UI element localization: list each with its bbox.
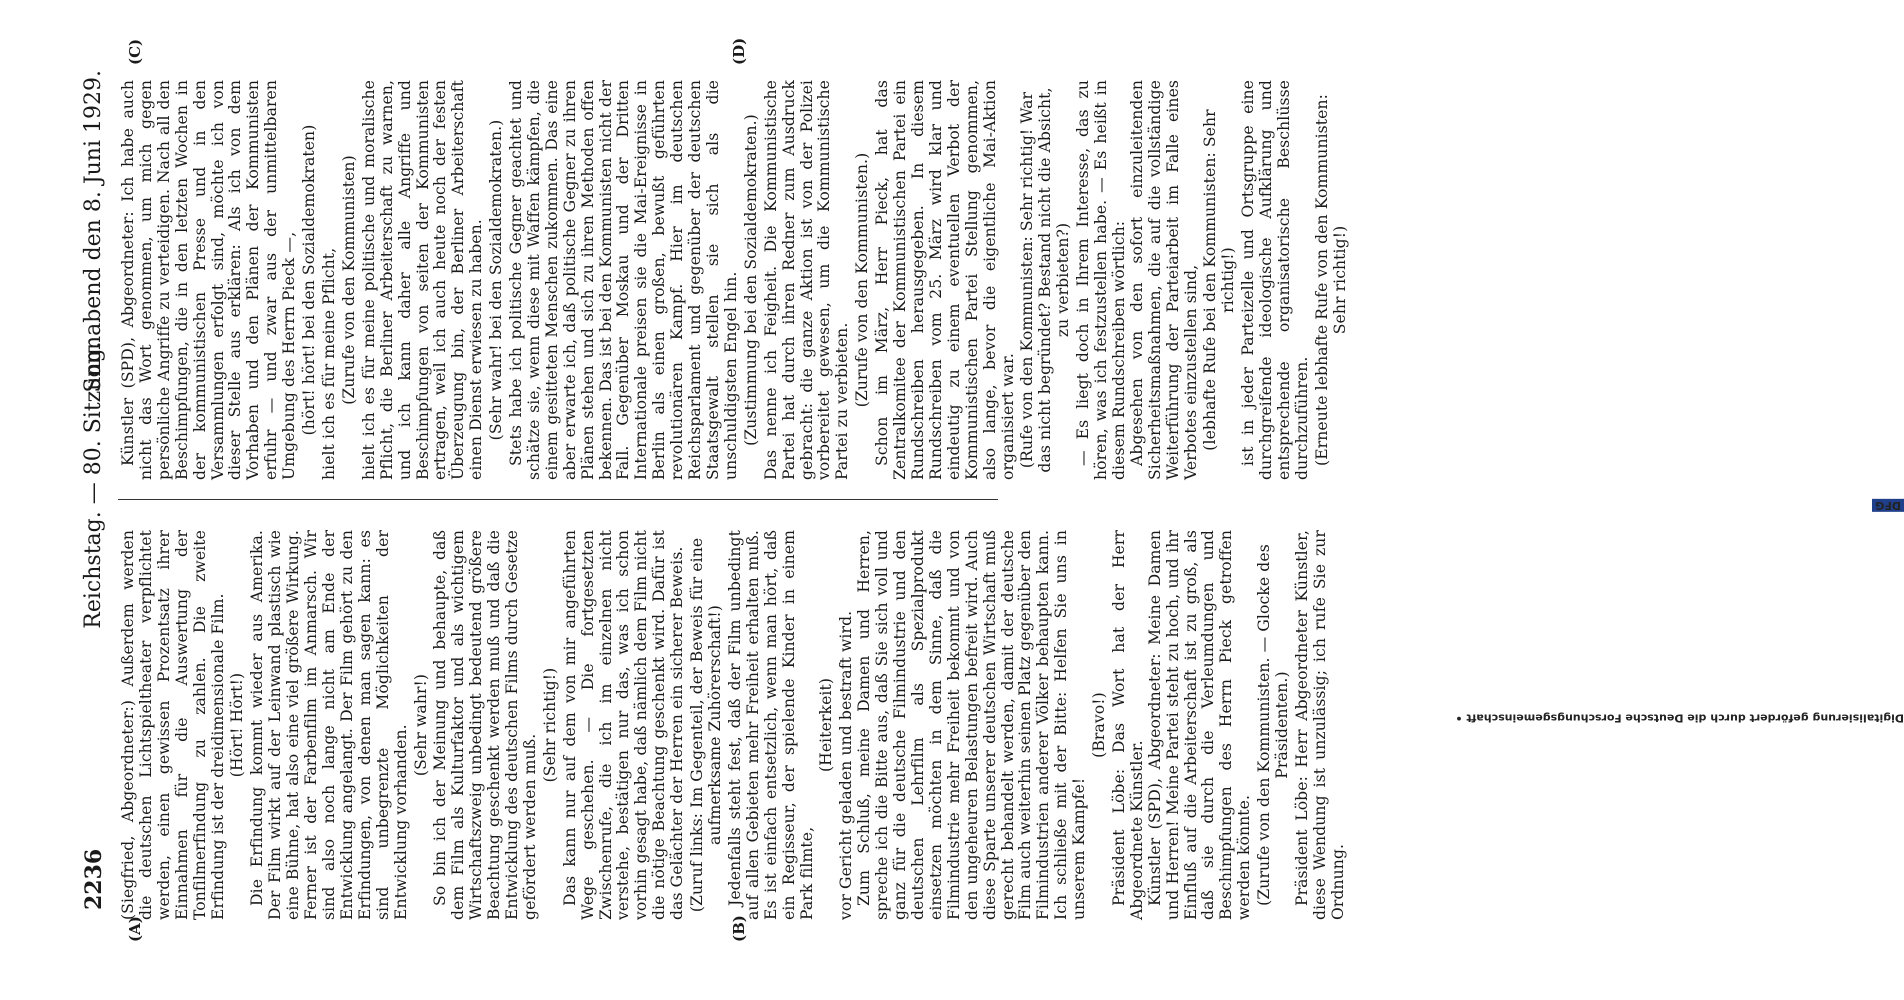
left-column — [120, 530, 1348, 920]
paragraph: Das nenne ich Feigheit. Die Kommunistische Partei hat durch ihren Redner zum Ausdruck gebracht: die ganze Aktion ist von der Polizei vorbereitet gewesen, um die Kommunistische Partei zu verbieten. — [761, 80, 852, 480]
margin-marker-b: (B) — [730, 915, 748, 942]
margin-marker-d: (D) — [730, 37, 748, 65]
paragraph: Abgesehen von den sofort einzuleitenden Sicherheitsmaßnahmen, die auf die vollständige Weiterführung der Parteiarbeit im Falle eines Verbotes einzustellen sind, — [1127, 80, 1200, 480]
paragraph: hielt ich es für meine Pflicht, — [319, 247, 338, 480]
interjection: (Sehr wahr! bei den Sozialdemokraten.) — [487, 119, 506, 441]
interjection: (Sehr wahr!) — [411, 673, 430, 777]
interjection: (Erneute lebhafte Rufe von den Kommunisten: Sehr richtig!) — [1312, 94, 1349, 466]
paragraph: Stets habe ich politische Gegner geachtet und schätze sie, wenn diese mit Waffen kämpfen, die einem gesitteten Menschen zukommen. Das eine aber erwarte ich, daß politische Gegner zu ihren Plänen stehen und sich zu ihren Methoden offen bekennen. Das ist bei den Kommunisten nicht der Fall. Gegenüber Moskau und der Dritten Internationale preisen sie die Mai-Ereignisse in Berlin als einen großen, bewußt geführten revolutionären Kampf. Hier im deutschen Reichsparlament und gegenüber der deutschen Staatsgewalt stellen sie sich als die unschuldigsten Engel hin. — [507, 80, 740, 480]
interjection: (Rufe von den Kommunisten: Sehr richtig! War das nicht begründet? Bestand nicht die Absicht, zu verbieten?) — [1018, 87, 1073, 473]
paragraph: — Es liegt doch in Ihrem Interesse, das zu hören, was ich festzustellen habe. — Es heißt in diesem Rundschreiben wörtlich: — [1074, 80, 1128, 480]
digitization-note — [1404, 0, 1904, 1000]
paragraph: hielt ich es für meine politische und moralische Pflicht, die Berliner Arbeiterschaft zu warnen, und ich kann daher alle Angriffe und Beschimpfungen von seiten der Kommunisten ertragen, weil ich auch heute noch der festen Überzeugung bin, der Berliner Arbeiterschaft einen Dienst erwiesen zu haben. — [359, 80, 486, 480]
paragraph: Künstler (SPD), Abgeordneter: Ich habe auch nicht das Wort genommen, um mich gegen persönliche Angriffe zu verteidigen. Nach all den Beschimpfungen, die in den letzten Wochen in der kommunistischen Presse und in den Versammlungen erfolgt sind, möchte ich von dieser Stelle aus erklären: Als ich von dem Vorhaben und den Plänen der Kommunisten erfuhr — und zwar aus der unmittelbaren Umgebung des Herrn Pieck —, — [119, 80, 299, 480]
interjection: (Bravo!) — [1090, 692, 1109, 758]
interjection: (hört! hört! bei den Sozialdemokraten) — [300, 124, 319, 436]
paragraph: Zum Schluß, meine Damen und Herren, spreche ich die Bitte aus, daß Sie sich voll und ganz für die deutsche Filmindustrie und den deutschen Lehrfilm als Spezialprodukt einsetzen möchten in dem Sinne, daß die Filmindustrie mehr Freiheit bekommt und von den ungeheuren Belastungen befreit wird. Auch diese Sparte unserer deutschen Wirtschaft muß gerecht behandelt werden, damit der deutsche Film auch weiterhin seinen Platz gegenüber den Filmindustrien anderer Völker behaupten kann. Ich schließe mit der Bitte: Helfen Sie uns in unserem Kampfe! — [855, 530, 1089, 920]
paragraph: Jedenfalls steht fest, daß der Film unbedingt auf allen Gebieten mehr Freiheit erhalten muß. Es ist einfach entsetzlich, wenn man hört, daß ein Regisseur, der spielende Kinder in einem Park filmte, — [725, 530, 816, 920]
paragraph: (Siegfried, Abgeordneter:) Außerdem werden die deutschen Lichtspieltheater verpflichtet werden, einen gewissen Prozentsatz ihrer Einnahmen für die Auswertung der Tonfilmerfindung zu zahlen. Die zweite Erfindung ist der dreidimensionale Film. — [119, 530, 227, 920]
column-divider — [118, 499, 998, 500]
page-number: 2236 — [81, 848, 107, 910]
paragraph: Künstler (SPD), Abgeordneter: Meine Damen und Herren! Meine Partei steht zu hoch, und ihr Einfluß auf die Arbeiterschaft ist zu groß, als daß sie durch die Verleumdungen und Beschimpfungen des Herrn Pieck getroffen werden könnte. — [1145, 530, 1254, 920]
interjection: (Zurufe von den Kommunisten.) — [853, 152, 872, 408]
margin-marker-c: (C) — [126, 38, 144, 65]
margin-marker-a: (A) — [126, 916, 144, 942]
interjection: (Zuruf links: Im Gegenteil, der Beweis für eine aufmerksame Zuhörerschaft!) — [688, 537, 724, 913]
paragraph: vor Gericht geladen und bestraft wird. — [837, 610, 856, 920]
session-date: Sonnabend den 8. Juni 1929. — [81, 70, 106, 393]
interjection: (Heiterkeit) — [817, 677, 836, 773]
interjection: (Zustimmung bei den Sozialdemokraten.) — [741, 114, 760, 446]
paragraph: ist in jeder Parteizelle und Ortsgruppe eine durchgreifende ideologische Aufklärung und entsprechende organisatorische Beschlüsse durchzuführen. — [1239, 80, 1311, 480]
right-column — [120, 80, 1352, 480]
paragraph: Das kann nur auf dem von mir angeführten Wege geschehen. — Die fortgesetzten Zwischenrufe, die ich im einzelnen nicht verstehe, bestätigen nur das, was ich schon vorhin gesagt habe, daß nämlich dem Film nicht die nötige Beachtung geschenkt wird. Dafür ist das Gelächter der Herren ein sicherer Beweis. — [560, 530, 687, 920]
interjection: (Hört! Hört!) — [228, 672, 247, 778]
interjection: (Zurufe von den Kommunisten) — [339, 155, 358, 405]
interjection: (lebhafte Rufe bei den Kommunisten: Sehr richtig!) — [1201, 109, 1238, 451]
paragraph: Schon im März, Herr Pieck, hat das Zentralkomitee der Kommunistischen Partei ein Rundschreiben herausgegeben. In diesem Rundschreiben vom 25. März wird klar und eindeutig zu einem eventuellen Verbot der Kommunistischen Partei Stellung genommen, also lange, bevor die eigentliche Mai-Aktion organisiert war. — [873, 80, 1017, 480]
digitization-text: Digitalisierung gefördert durch die Deutsche Forschungsgemeinschaft • — [1455, 711, 1904, 725]
paragraph: Präsident Löbe: Herr Abgeordneter Künstler, diese Wendung ist unzulässig; ich rufe Sie zur Ordnung. — [1293, 530, 1347, 920]
page-header — [80, 40, 120, 930]
session-title: Reichstag. — 80. Sitzung. — [81, 341, 106, 629]
paragraph: Präsident Löbe: Das Wort hat der Herr Abgeordnete Künstler. — [1109, 530, 1146, 920]
paragraph: Die Erfindung kommt wieder aus Amerika. Der Film wirkt auf der Leinwand plastisch wie eine Bühne, hat also eine viel größere Wirkung. Ferner ist der Farbenfilm im Anmarsch. Wir sind also noch lange nicht am Ende der Entwicklung angelangt. Der Film gehört zu den Erfindungen, von denen man sagen kann: es sind unbegrenzte Möglichkeiten der Entwicklung vorhanden. — [248, 530, 410, 920]
interjection: (Sehr richtig!) — [540, 667, 559, 783]
paragraph: So bin ich der Meinung und behaupte, daß dem Film als Kulturfaktor und als wichtigem Wirtschaftszweig unbedingt bedeutend größere Beachtung geschenkt werden muß und daß die Entwicklung des deutschen Films durch Gesetze gefördert werden muß. — [431, 530, 539, 920]
interjection: (Zurufe von den Kommunisten. — Glocke des Präsidenten.) — [1255, 544, 1292, 906]
dfg-logo: DFG — [1872, 499, 1904, 512]
